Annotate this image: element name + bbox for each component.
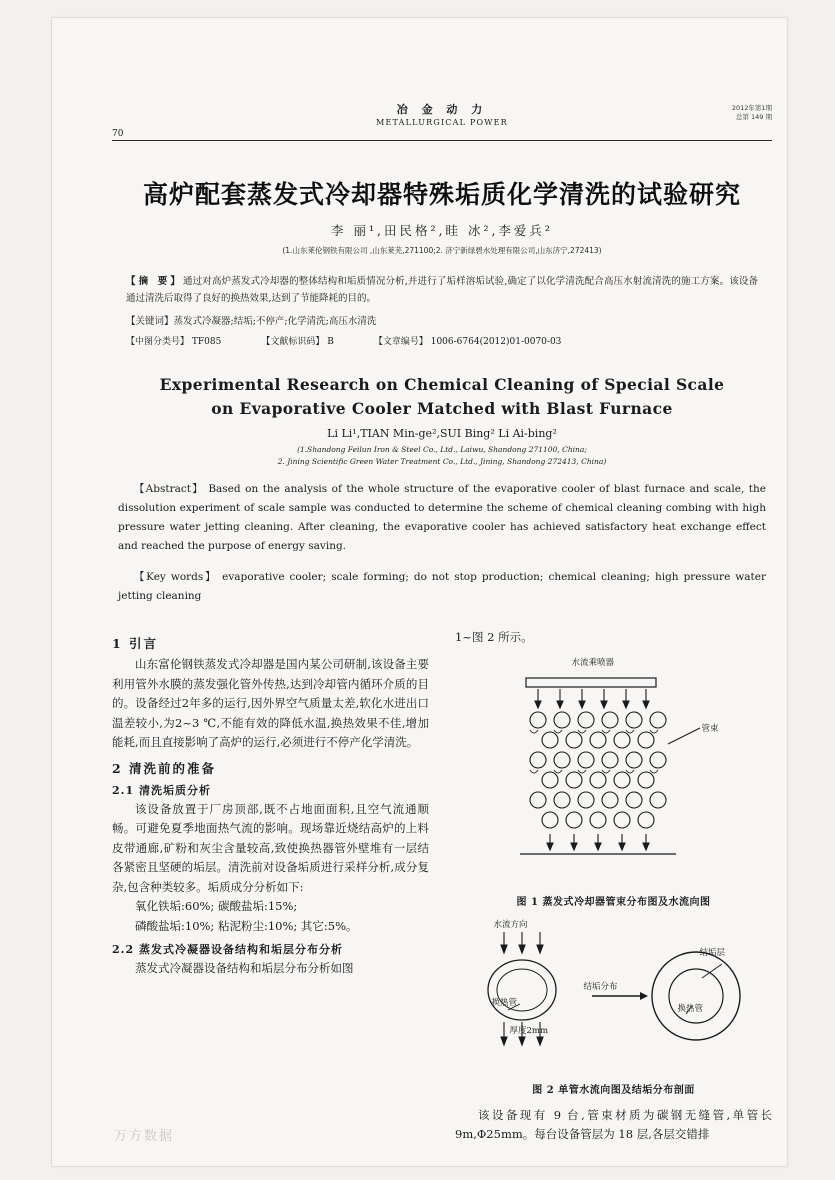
section-2-1-paragraph-1: 该设备放置于厂房顶部,既不占地面面积,且空气流通顺畅。可避免夏季地面热气流的影响。现场靠近烧结高炉的上料皮带通廊,矿粉和灰尘含量较高,致使换热器管外壁堆有一层结各紧密且坚硬的垢层。清洗前对设备垢质进行采样分析,成分复杂,包含种类较多。垢质成分分析如下: xyxy=(112,801,429,894)
figure-2-flow-label: 水流方向 xyxy=(493,919,528,930)
figure-2-caption: 图 2 单管水流向图及结垢分布剖面 xyxy=(532,1084,695,1096)
figure-2-tube-label: 换热管 xyxy=(491,997,518,1008)
body-columns xyxy=(112,628,772,1145)
keywords-label-en: 【Key words】 xyxy=(134,571,218,583)
article-code xyxy=(374,334,562,347)
abstract-cn xyxy=(126,274,758,307)
section-2-2-heading: 2.2 蒸发式冷凝器设备结构和垢层分布分析 xyxy=(112,943,343,956)
paper-sheet xyxy=(52,18,787,1166)
abstract-text-cn: 通过对高炉蒸发式冷却器的整体结构和垢质情况分析,并进行了垢样溶垢试验,确定了以化学清洗配合高压水射流清洗的施工方案。该设备通过清洗后取得了良好的换热效果,达到了节能降耗的目的。 xyxy=(126,276,758,304)
authors-cn: 李 丽¹,田民格²,眭 冰²,李爱兵² xyxy=(331,223,553,238)
affiliation-en-line1: (1.Shandong Feilun Iron & Steel Co., Ltd., Laiwu, Shandong 271100, China; xyxy=(297,445,587,454)
keywords-text-cn: 蒸发式冷凝器;结垢;不停产;化学清洗;高压水清洗 xyxy=(173,316,377,327)
keywords-label-cn: 【关键词】 xyxy=(126,316,174,327)
page-number: 70 xyxy=(112,129,124,139)
section-1-paragraph: 山东富伦钢铁蒸发式冷却器是国内某公司研制,该设备主要利用管外水膜的蒸发强化管外传热,达到冷却管内循环介质的目的。设备经过2年多的运行,因外界空气质量太差,软化水进出口温差较小,为2~3 ℃,不能有效的降低水温,换热效果不佳,增加能耗,而且直接影响了高炉的运行,必须进行不停产化学清洗。 xyxy=(112,657,429,749)
watermark: 万方数据 xyxy=(114,1129,175,1144)
figure-2-heat-tube-label: 换热管 xyxy=(677,1003,704,1014)
article-value: 1006-6764(2012)01-0070-03 xyxy=(430,337,562,347)
figure-2-graphic xyxy=(464,918,764,1076)
keywords-en xyxy=(118,568,766,606)
doc-value: B xyxy=(327,337,334,347)
article-title-en-line1: Experimental Research on Chemical Cleaning of Special Scale xyxy=(159,375,725,394)
right-paragraph-2: 该设备现有 9 台,管束材质为碳钢无缝管,单管长 9m,Φ25mm。每台设备管层为 18 层,各层交错排 xyxy=(455,1107,772,1141)
issue-info xyxy=(732,104,772,122)
keywords-text-en: evaporative cooler; scale forming; do not stop production; chemical cleaning; high pressure water jetting cleaning xyxy=(118,571,766,602)
article-title-en xyxy=(122,373,762,421)
figure-1-graphic xyxy=(464,656,764,888)
article-title-cn: 高炉配套蒸发式冷却器特殊垢质化学清洗的试验研究 xyxy=(142,180,741,209)
section-2-2-paragraph-1: 蒸发式冷凝器设备结构和垢层分布分析如图 xyxy=(135,961,354,975)
classification-codes xyxy=(126,334,758,347)
section-2-1-heading: 2.1 清洗垢质分析 xyxy=(112,783,211,797)
figure-1-tube-label: 管束 xyxy=(701,723,719,734)
figure-2-thickness-label: 厚度2mm xyxy=(509,1025,549,1036)
affiliation-cn: (1.山东莱伦钢铁有限公司 ,山东莱芜,271100;2. 济宁新绿碧水处理有限公司,山东济宁,272413) xyxy=(282,246,602,255)
abstract-en xyxy=(118,480,766,556)
clc-value: TF085 xyxy=(191,337,222,347)
abstract-label-en: 【Abstract】 xyxy=(134,483,204,495)
figure-2-scale-layer-label: 结垢层 xyxy=(699,947,726,958)
figure-1-drawing xyxy=(464,656,764,888)
issue-line-1: 2012年第1期 xyxy=(731,104,772,112)
running-head xyxy=(112,100,772,141)
clc-code xyxy=(126,334,221,347)
affiliation-en-line2: 2. Jining Scientific Green Water Treatment Co., Ltd., Jining, Shandong 272413, China) xyxy=(277,457,607,466)
abstract-text-en: Based on the analysis of the whole structure of the evaporative cooler of blast furnace and scale, the dissolution experiment of scale sample was conducted to determine the scheme of chemical cleaning combing with high pressure water jetting cleaning. After cleaning, the evaporative cooler has achieved satisfactory heat exchange effect and reached the purpose of energy saving. xyxy=(118,483,766,552)
section-2-1-paragraph-3: 磷酸盐垢:10%; 粘泥粉尘:10%; 其它:5%。 xyxy=(135,918,358,933)
page-content xyxy=(112,100,772,1145)
column-right xyxy=(455,628,772,1145)
section-1-heading: 1 引言 xyxy=(112,636,159,651)
figure-1-spray-label: 水流乘喷器 xyxy=(571,657,615,668)
doc-label: 【文献标识码】 xyxy=(261,337,325,347)
doc-code xyxy=(261,334,334,347)
affiliation-en xyxy=(112,444,772,468)
figure-2-scale-distribution-label: 结垢分布 xyxy=(583,981,618,992)
issue-line-2: 总第 149 期 xyxy=(735,113,772,121)
column-left xyxy=(112,628,429,1145)
authors-en: Li Li¹,TIAN Min-ge²,SUI Bing² Li Ai-bing² xyxy=(327,427,557,440)
clc-label: 【中图分类号】 xyxy=(126,337,190,347)
journal-title-cn: 冶 金 动 力 xyxy=(396,103,488,116)
right-paragraph-1: 1~图 2 所示。 xyxy=(455,630,533,644)
keywords-cn xyxy=(126,314,758,330)
section-2-1-paragraph-2: 氧化铁垢:60%; 碳酸盐垢:15%; xyxy=(135,899,298,913)
journal-title-en: METALLURGICAL POWER xyxy=(376,118,508,127)
article-label: 【文章编号】 xyxy=(373,337,428,347)
article-title-en-line2: on Evaporative Cooler Matched with Blast Furnace xyxy=(211,399,673,418)
section-2-heading: 2 清洗前的准备 xyxy=(112,760,217,776)
figure-1-caption: 图 1 蒸发式冷却器管束分布图及水流向图 xyxy=(516,896,711,908)
abstract-label-cn: 【摘 要】 xyxy=(126,276,184,287)
